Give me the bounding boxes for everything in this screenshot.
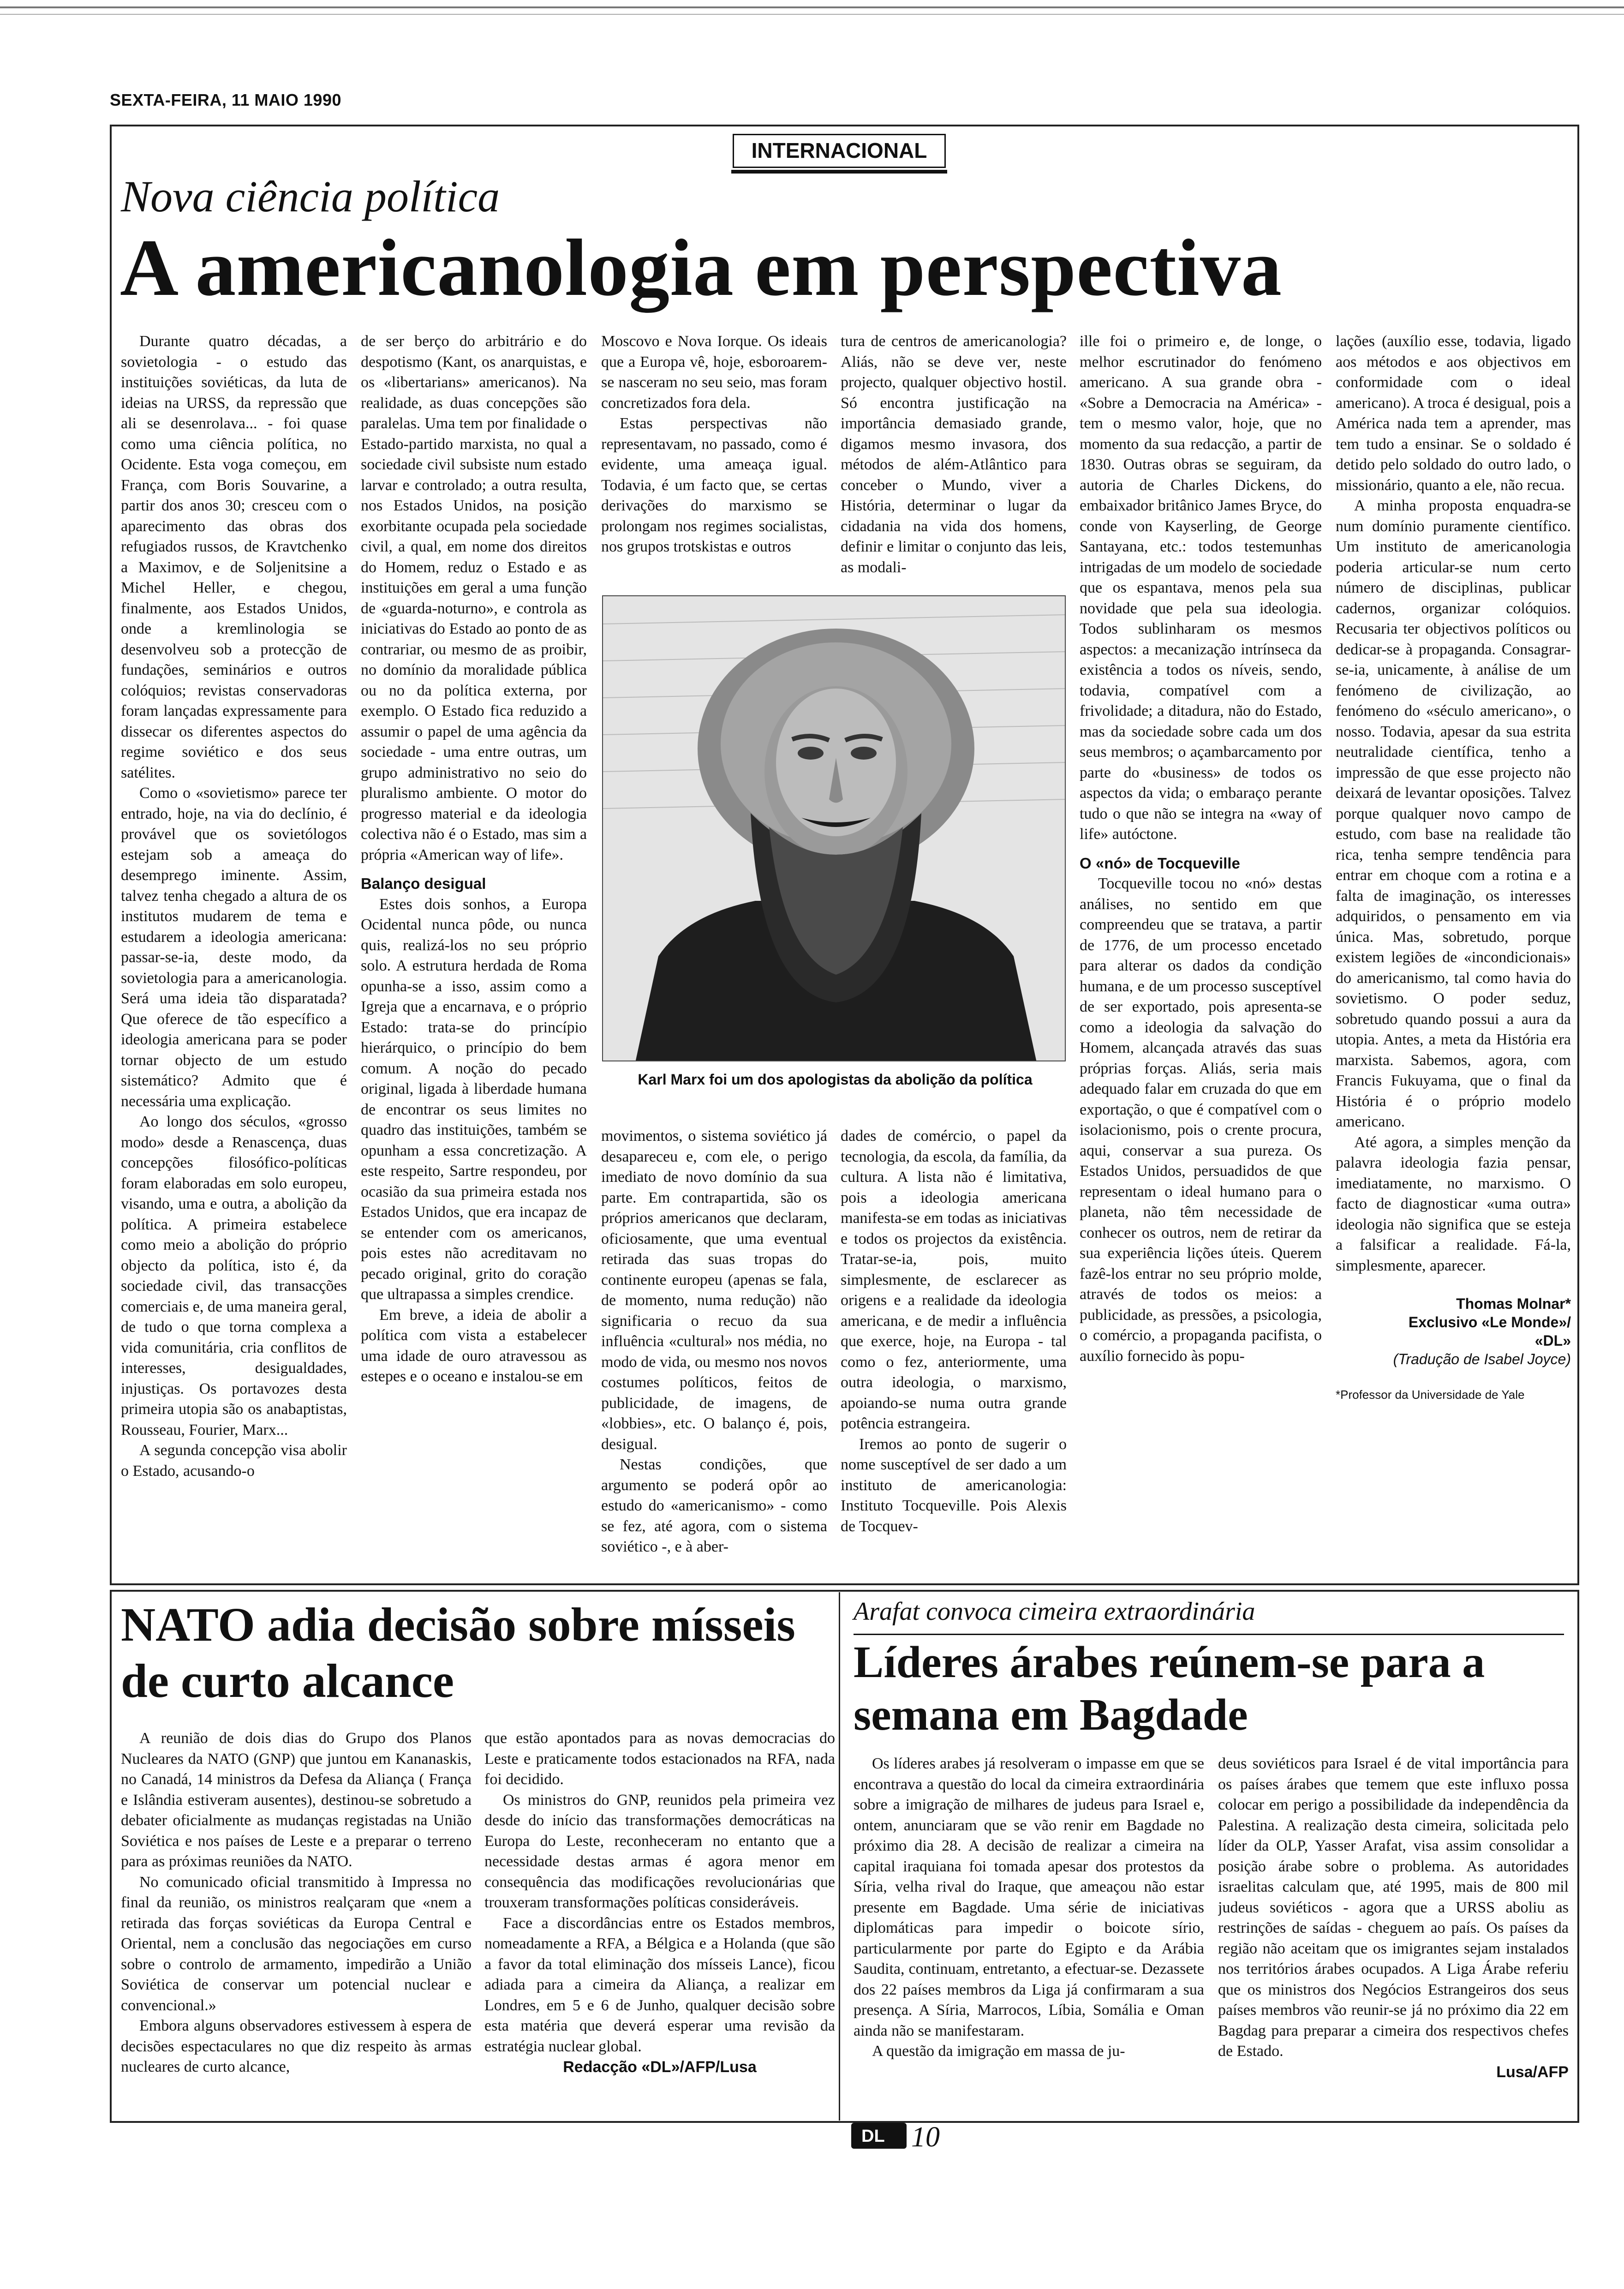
logo-text: DL: [861, 2127, 885, 2146]
paragraph: Estas perspectivas não representavam, no passado, como é evidente, uma ameaça igual. Todavia, é um facto que, se certas derivações do marxismo se prolongam nos regimes socialistas, nos grupos trotskistas e outros: [601, 415, 827, 555]
paragraph: Até agora, a simples menção da palavra ideologia fazia pensar, imediatamente, no marxismo. O facto de diagnosticar «uma outra» ideologia não significa que se esteja a falsificar a realidade. Fá-la, simplesmente, aparecer.: [1336, 1133, 1571, 1274]
article-column-3-top: [601, 331, 827, 583]
paragraph: Estes dois sonhos, a Europa Ocidental nunca pôde, ou nunca quis, realizá-los no seu próprio solo. A estrutura herdada de Roma opunha-se a isso, assim como a Igreja que a encarnava, e o próprio Estado: trata-se do princípio hierárquico, o princípio do bem comum. A noção do pecado original, ligada à liberdade humana de encontrar os seus limites no quadro das instituições, também se opunham a essa concretização. A este respeito, Sartre respondeu, por ocasião da sua primeira estada nos Estados Unidos, que era incapaz de se entender com os americanos, pois estes não acreditavam no pecado original, grito do coração que ultrapassa a simples crendice.: [361, 895, 587, 1303]
top-rule: [0, 6, 1624, 8]
nato-column-1: [121, 1728, 472, 2107]
portrait-engraving: [603, 596, 1066, 1061]
author-signature: [1336, 1294, 1571, 1368]
paragraph: deus soviéticos para Israel é de vital importância para os países árabes que temem que este influxo possa colocar em perigo a possibilidade da independência da Palestina. A realização desta cimeira, solicitada pelo líder da OLP, Yasser Arafat, visa assim consolidar a posição árabe sobre o problema. As autoridades israelitas calculam que, até 1995, mais de 800 mil judeus soviéticos - agora que a URSS aboliu as restrinções de saídas - cheguem ao país. Os países da região não aceitam que os imigrantes sejam instalados nos territórios árabes ocupados. A Liga Árabe referiu que os ministros dos Negócios Estrangeiros dos seus países membros vão reunir-se já no próximo dia 22 em Bagdag para preparar a cimeira dos respectivos chefes de Estado.: [1218, 1755, 1569, 2060]
arafat-rule: [854, 1634, 1564, 1635]
article-kicker: Nova ciência política: [121, 172, 500, 221]
paragraph: movimentos, o sistema soviético já desapareceu e, com ele, o perigo imediato de novo domínio da sua parte. Em contrapartida, são os próprios americanos que declaram, oficiosamente, que uma eventual retirada das suas tropas do continente europeu (apenas se fala, de momento, numa redução) não significaria o recuo da sua influência «cultural» nos média, no modo de vida, ou mesmo nos novos costumes políticos, feitos de publicidade, de imagens, de «lobbies», etc. O balanço é, pois, desigual.: [601, 1127, 827, 1453]
arafat-kicker: Arafat convoca cimeira extraordinária: [854, 1597, 1255, 1626]
paragraph: Tocqueville tocou no «nó» destas análises, no sentido em que compreendeu que se tratava, a partir de 1776, de um processo encetado para alterar os dados da condição humana, e de um processo susceptível de ser exportado, pois apresenta-se como a ideologia da salvação do Homem, alcançada através das suas próprias forças. Aliás, seria mais adequado falar em cruzada do que em exportação, o que é compatível com o isolacionismo, pois o crente procura, aqui, conservar a sua pureza. Os Estados Unidos, persuadidos de que representam o ideal humano para o planeta, não têm necessidade de conhecer os outros, nem de retirar da sua experiência lições úteis. Querem fazê-los entrar no seu próprio molde, através de todos os meios: a publicidade, as pressões, a psicologia, o comércio, a propaganda pacifista, o auxílio fornecido às popu-: [1080, 875, 1322, 1365]
paragraph: que estão apontados para as novas democracias do Leste e praticamente todos estacionados na RFA, nada foi decidido.: [484, 1730, 835, 1788]
arafat-column-2: [1218, 1754, 1569, 2118]
section-underline: [731, 170, 947, 174]
paragraph: A minha proposta enquadra-se num domínio puramente científico. Um instituto de americanologia poderia articular-se num certo número de disciplinas, publicar cadernos, organizar colóquios. Recusaria ter objectivos políticos ou dedicar-se à propaganda. Consagrar-se-ia, unicamente, à análise de um fenómeno de civilização, ao fenómeno do «século americano», o nosso. Todavia, apesar da sua estrita neutralidade científica, tenho a impressão de que esse projecto não deixará de levantar oposições. Talvez porque qualquer novo campo de estudo, com base na realidade tão rica, tenha sempre tendência para entrar em choque com a rotina e a falta de imaginação, os interesses adquiridos, o pensamento em via única. Mas, sobretudo, porque existem legiões de «incondicionais» do americanismo, tal como havia do sovietismo. O poder seduz, sobretudo quando possui a aura da utopia. Antes, a meta da História era marxista. Sabemos, agora, com Francis Fukuyama, que o final da História é o próprio modelo americano.: [1336, 497, 1571, 1130]
article-column-6: [1336, 331, 1571, 1577]
photo-caption: Karl Marx foi um dos apologistas da abolição da política: [638, 1071, 1033, 1088]
article-headline: A americanologia em perspectiva: [120, 223, 1282, 313]
arafat-column-1: [854, 1754, 1204, 2118]
paragraph: Durante quatro décadas, a sovietologia - o estudo das instituições soviéticas, da luta de ideias na URSS, da repressão que ali se desenrolava... - foi quase como uma ciência política, no Ocidente. Esta voga começou, em França, com Boris Souvarine, a partir dos anos 30; cresceu com o aparecimento das obras dos refugiados russos, de Kravtchenko a Maximov, e de Soljenitsine a Michel Heller, e chegou, finalmente, aos Estados Unidos, onde a kremlinologia se desenvolveu sob a protecção de fundações, seminários e outros colóquios; revistas conservadoras foram lançadas expressamente para dissecar os diferentes aspectos do regime soviético e dos seus satélites.: [121, 333, 347, 781]
article-column-2: [361, 331, 587, 1577]
article-column-4-top: [841, 331, 1067, 583]
column-divider: [839, 1592, 840, 2121]
paragraph: tura de centros de americanologia? Aliás, não se deve ver, neste projecto, qualquer objectivo hostil. Só encontra justificação na importância demasiado grande, digamos mesmo invasora, dos métodos de além-Atlântico para conceber o Mundo, viver a História, determinar o lugar da cidadania na vida dos homens, definir e limitar o conjunto das leis, as modali-: [841, 333, 1067, 576]
subheading: Balanço desigual: [361, 875, 486, 892]
paragraph: No comunicado oficial transmitido à Impressa no final da reunião, os ministros realçaram que «nem a retirada das forças soviéticas da Europa Central e Oriental, nem a conclusão das negociações em curso sobre o controlo de armamento, impedirão a União Soviética de conservar um potencial nuclear e convencional.»: [121, 1873, 472, 2014]
paper-credit: «DL»: [1534, 1332, 1571, 1349]
portrait-photo: [602, 595, 1066, 1061]
paragraph: Embora alguns observadores estivessem à espera de decisões espectaculares no que diz respeito às armas nucleares de curto alcance,: [121, 2017, 472, 2075]
paragraph: Como o «sovietismo» parece ter entrado, hoje, na via do declínio, é provável que os sovietólogos estejam sob a ameaça do desemprego iminente. Assim, talvez tenha chegado a altura de os institutos mudarem de tema e estudarem a ideologia americana: passar-se-ia, deste modo, da sovietologia para a americanologia. Será uma ideia tão disparatada? Que oferece de tão específico a ideologia americana para se poder tornar objecto de um estudo sistemático? Admito que é necessária uma explicação.: [121, 785, 347, 1110]
article-column-3-bottom: [601, 1126, 827, 1576]
paragraph: Face a discordâncias entre os Estados membros, nomeadamente a RFA, a Bélgica e a Holanda (que são a favor da total eliminação dos mísseis Lance), ficou adiada para a cimeira da Aliança, a realizar em Londres, em 5 e 6 de Junho, qualquer decisão sobre esta matéria que deverá esperar uma revisão da estratégia nuclear global.: [484, 1914, 835, 2055]
paragraph: Os ministros do GNP, reunidos pela primeira vez desde do início das transformações democráticas na Europa do Leste, reconheceram no entanto que a necessidade destas armas é agora menor em consequência das modificações revolucionárias que trouxeram transformações políticas consideráveis.: [484, 1791, 835, 1911]
paragraph: dades de comércio, o papel da tecnologia, da escola, da família, da cultura. A lista não é limitativa, pois a ideologia americana manifesta-se em todas as iniciativas e todos os projectos da existência. Tratar-se-ia, pois, muito simplesmente, de esclarecer as origens e a realidade da ideologia americana, e de medir a influência que exerce, hoje, na Europa - tal como o fez, anteriormente, uma outra ideologia, o marxismo, apoiando-se numa outra grande potência estrangeira.: [841, 1127, 1067, 1432]
arafat-headline: Líderes árabes reúnem-se para a semana em Bagdade: [854, 1637, 1485, 1740]
newspaper-logo: [851, 2123, 907, 2149]
paragraph: lações (auxílio esse, todavia, ligado aos métodos e aos objectivos em conformidade com o ideal americano). A troca é desigual, pois a América nada tem a aprender, mas tem tudo a ensinar. Se o soldado é detido pelo soldado do outro lado, o missionário, quanto a ele, não recua.: [1336, 333, 1571, 494]
article-column-5: [1080, 331, 1322, 1577]
nato-column-2: [484, 1728, 835, 2107]
author-name: Thomas Molnar*: [1456, 1295, 1571, 1312]
paragraph: A segunda concepção visa abolir o Estado, acusando-o: [121, 1442, 347, 1480]
author-footnote: *Professor da Universidade de Yale: [1336, 1388, 1525, 1402]
paragraph: Nestas condições, que argumento se poderá opôr ao estudo do «americanismo» - como se fez, até agora, com o sistema soviético -, e à aber-: [601, 1456, 827, 1555]
paragraph: Em breve, a ideia de abolir a política com vista a estabelecer uma idade de ouro atravessou as estepes e o oceano e instalou-se em: [361, 1306, 587, 1385]
paragraph: A questão da imigração em massa de ju-: [872, 2043, 1125, 2060]
issue-date: SEXTA-FEIRA, 11 MAIO 1990: [110, 90, 341, 109]
arafat-credit: Lusa/AFP: [1496, 2063, 1569, 2081]
nato-headline: NATO adia decisão sobre mísseis de curto alcance: [121, 1598, 795, 1708]
article-column-1: [121, 331, 347, 1577]
paragraph: Os líderes arabes já resolveram o impasse em que se encontrava a questão do local da cimeira extraordinária sobre a imigração de milhares de judeus para Israel e, ontem, anunciaram que se vão renir em Bagdade no próximo dia 28. A decisão de realizar a cimeira na capital iraquiana foi tomada apesar dos protestos da Síria, velha rival do Iraque, que ameaçou não estar presente em Bagdade. Uma série de iniciativas diplomáticas para impedir o boicote sírio, particularmente por parte do Egipto e da Arábia Saudita, continuam, entretanto, a efectuar-se. Dezassete dos 22 países membros da Liga já confirmaram a sua presença. A Síria, Marrocos, Líbia, Somália e Oman ainda não se manifestaram.: [854, 1755, 1204, 2039]
paragraph: Iremos ao ponto de sugerir o nome susceptível de ser dado a um instituto de americanologia: Instituto Tocqueville. Pois Alexis de Tocquev-: [841, 1435, 1067, 1535]
paragraph: Moscovo e Nova Iorque. Os ideais que a Europa vê, hoje, esboroarem-se nasceram no seu seio, mas foram concretizados fora dela.: [601, 333, 827, 412]
paragraph: ille foi o primeiro e, de longe, o melhor escrutinador do fenómeno americano. A sua grande obra - «Sobre a Democracia na América» - tem o mesmo valor, hoje, que no momento da sua redacção, a partir de 1830. Outras obras se seguiram, da autoria de Charles Dickens, do embaixador britânico James Bryce, do conde von Kayserling, de George Santayana, etc.: todos testemunhas intrigadas de um modelo de sociedade que os espantava, menos pela sua novidade que pela sua ideologia. Todos sublinharam os mesmos aspectos: a mecanização intrínseca da existência a todos os níveis, sendo, todavia, compatível com a frivolidade; a ditadura, não do Estado, mas da sociedade sobre cada um dos seus membros; o açambarcamento por parte do «business» de todos os aspectos da vida; o embaraço perante tudo o que não se integra na «way of life» autóctone.: [1080, 333, 1322, 843]
paragraph: Ao longo dos séculos, «grosso modo» desde a Renascença, duas concepções filosófico-políticas foram elaboradas em solo europeu, visando, uma e outra, a abolição da política. A primeira estabelece como meio a abolição do próprio objecto da política, isto é, da sociedade civil, das transacções comerciais e, de uma maneira geral, de tudo o que torna complexa a vida comunitária, cria conflitos de interesses, desigualdades, injustiças. Os portavozes desta primeira utopia são os anabaptistas, Rousseau, Fourier, Marx...: [121, 1113, 347, 1438]
exclusive-credit: Exclusivo «Le Monde»/: [1408, 1314, 1571, 1330]
section-label: INTERNACIONAL: [733, 134, 946, 168]
top-rule-secondary: [0, 14, 1624, 15]
paragraph: de ser berço do arbitrário e do despotismo (Kant, os anarquistas, e os «libertarians» americanos). Na realidade, as duas concepções são paralelas. Uma tem por finalidade o Estado-partido marxista, no qual a sociedade civil subsiste num estado larvar e controlado; a outra resulta, nos Estados Unidos, na posição exorbitante ocupada pela sociedade civil, a qual, em nome dos direitos do Homem, reduz o Estado e as instituições em geral a uma função de «guarda-noturno», e controla as iniciativas do Estado ao ponto de as contrariar, ou mesmo de as proibir, no domínio da moralidade pública ou no da política externa, por exemplo. O Estado fica reduzido a assumir o papel de uma agência da sociedade - uma entre outras, um grupo administrativo no seio do pluralismo ambiente. O motor do progresso material e da ideologia colectiva não é o Estado, mas sim a própria «American way of life».: [361, 333, 587, 863]
subheading: O «nó» de Tocqueville: [1080, 854, 1240, 872]
translation-credit: (Tradução de Isabel Joyce): [1393, 1351, 1571, 1367]
nato-credit: Redacção «DL»/AFP/Lusa: [563, 2058, 757, 2076]
page-number: 10: [911, 2121, 940, 2153]
paragraph: A reunião de dois dias do Grupo dos Planos Nucleares da NATO (GNP) que juntou em Kananaskis, no Canadá, 14 ministros da Defesa da Aliança ( França e Islândia estiveram ausentes), destinou-se sobretudo a debater oficialmente as mudanças registadas na União Soviética e nos países de Leste e a preparar o terreno para as próximas reuniões da NATO.: [121, 1730, 472, 1870]
article-column-4-bottom: [841, 1126, 1067, 1576]
